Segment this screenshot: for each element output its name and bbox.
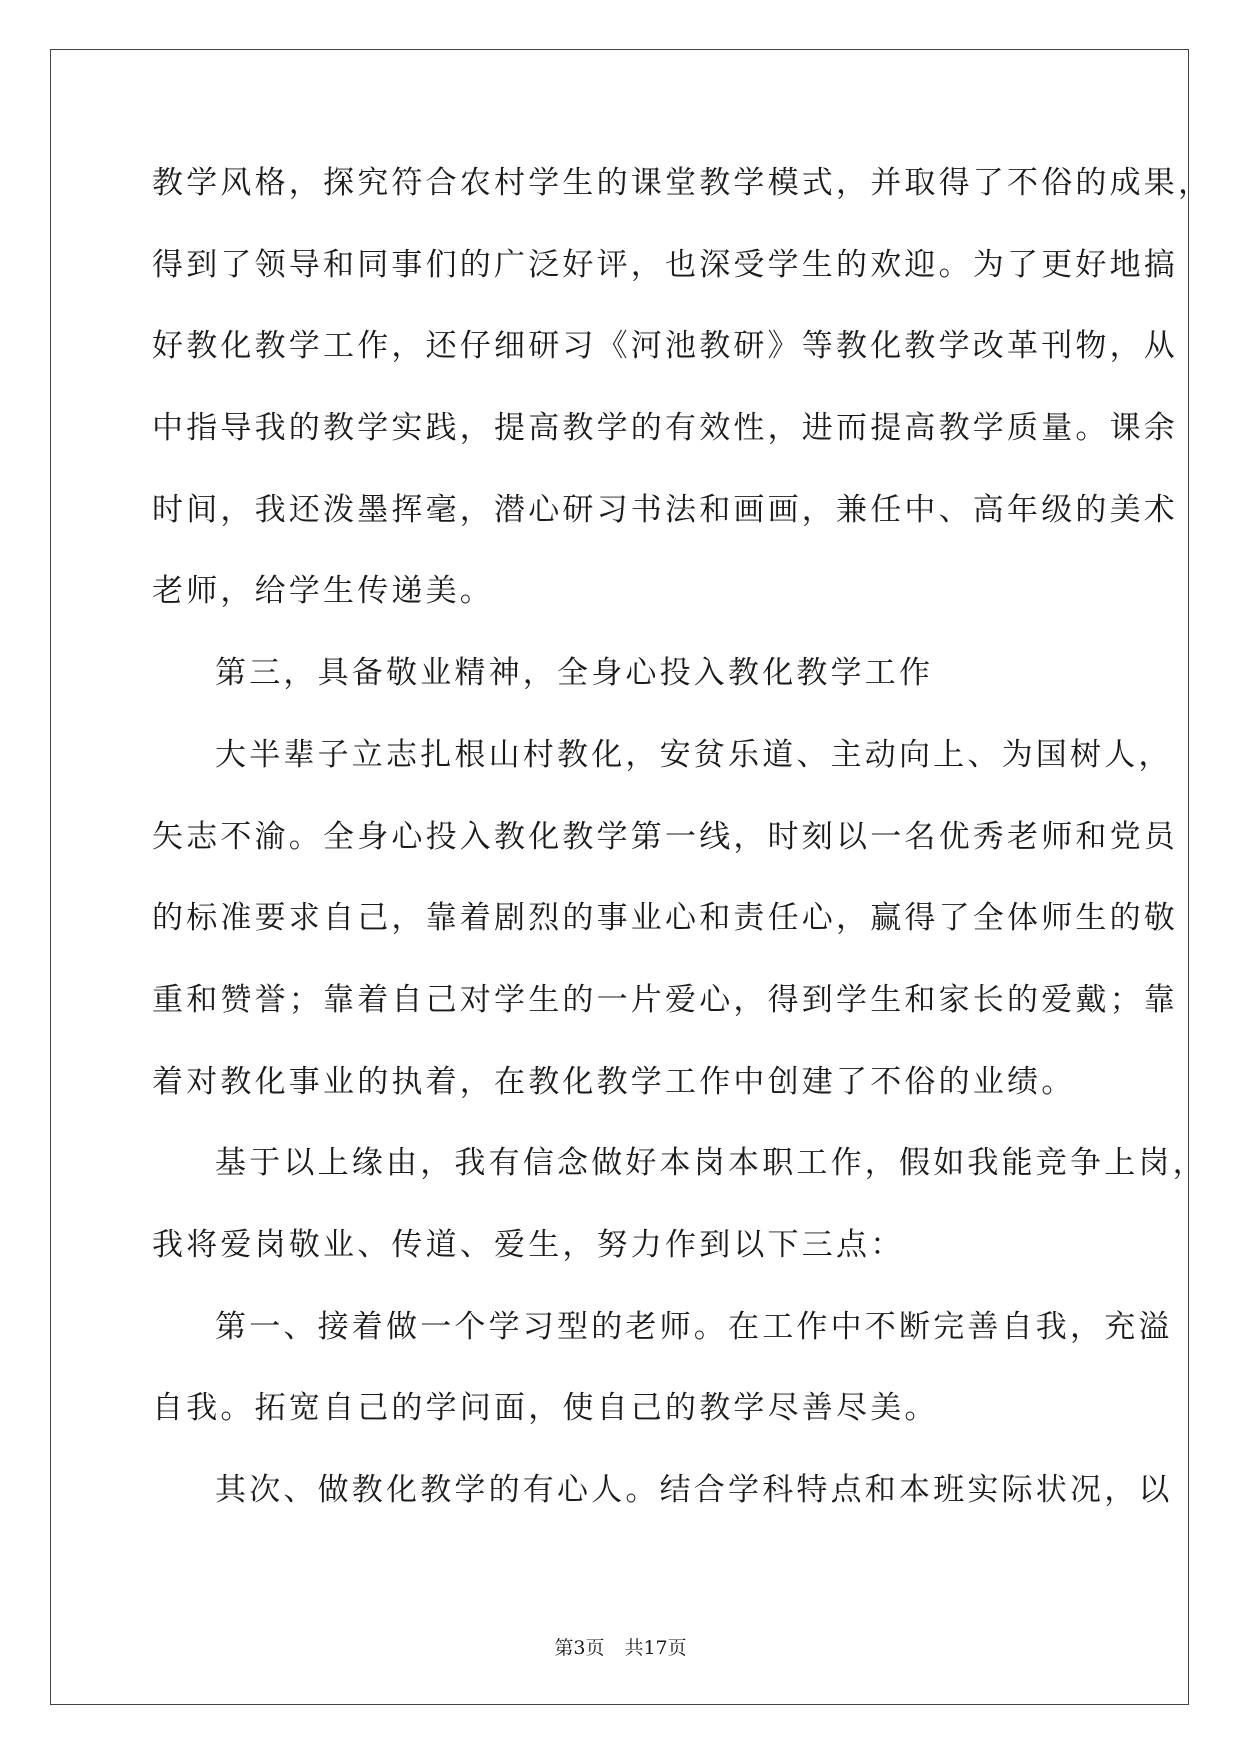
text-line: 大半辈子立志扎根山村教化，安贫乐道、主动向上、为国树人， (215, 736, 1173, 773)
text-line: 我将爱岗敬业、传道、爱生，努力作到以下三点： (152, 1226, 905, 1263)
text-line: 着对教化事业的执着，在教化教学工作中创建了不俗的业绩。 (152, 1063, 1076, 1100)
page-number: 第3页 (554, 1637, 605, 1659)
text-line: 时间，我还泼墨挥毫，潜心研习书法和画画，兼任中、高年级的美术 (152, 491, 1178, 528)
text-line: 第一、接着做一个学习型的老师。在工作中不断完善自我，充溢 (215, 1308, 1173, 1345)
text-line: 重和赞誉；靠着自己对学生的一片爱心，得到学生和家长的爱戴；靠 (152, 981, 1178, 1018)
text-line: 教学风格，探究符合农村学生的课堂教学模式，并取得了不俗的成果， (152, 165, 1213, 201)
page-footer (0, 1633, 1241, 1660)
text-line: 中指导我的教学实践，提高教学的有效性，进而提高教学质量。课余 (152, 410, 1178, 447)
text-line: 老师，给学生传递美。 (152, 573, 494, 610)
text-line: 其次、做教化教学的有心人。结合学科特点和本班实际状况，以 (215, 1472, 1173, 1508)
page-total: 共17页 (624, 1637, 687, 1659)
text-line: 好教化教学工作，还仔细研习《河池教研》等教化教学改革刊物，从 (152, 328, 1178, 365)
text-line: 的标准要求自己，靠着剧烈的事业心和责任心，赢得了全体师生的敬 (152, 900, 1178, 937)
text-line: 自我。拓宽自己的学问面，使自己的教学尽善尽美。 (152, 1390, 939, 1427)
text-line: 矢志不渝。全身心投入教化教学第一线，时刻以一名优秀老师和党员 (152, 818, 1178, 855)
text-line: 基于以上缘由，我有信念做好本岗本职工作，假如我能竞争上岗， (215, 1145, 1207, 1182)
text-line: 得到了领导和同事们的广泛好评，也深受学生的欢迎。为了更好地搞 (152, 246, 1178, 283)
section-heading: 第三，具备敬业精神，全身心投入教化教学工作 (215, 655, 934, 692)
document-body (152, 160, 1213, 1549)
